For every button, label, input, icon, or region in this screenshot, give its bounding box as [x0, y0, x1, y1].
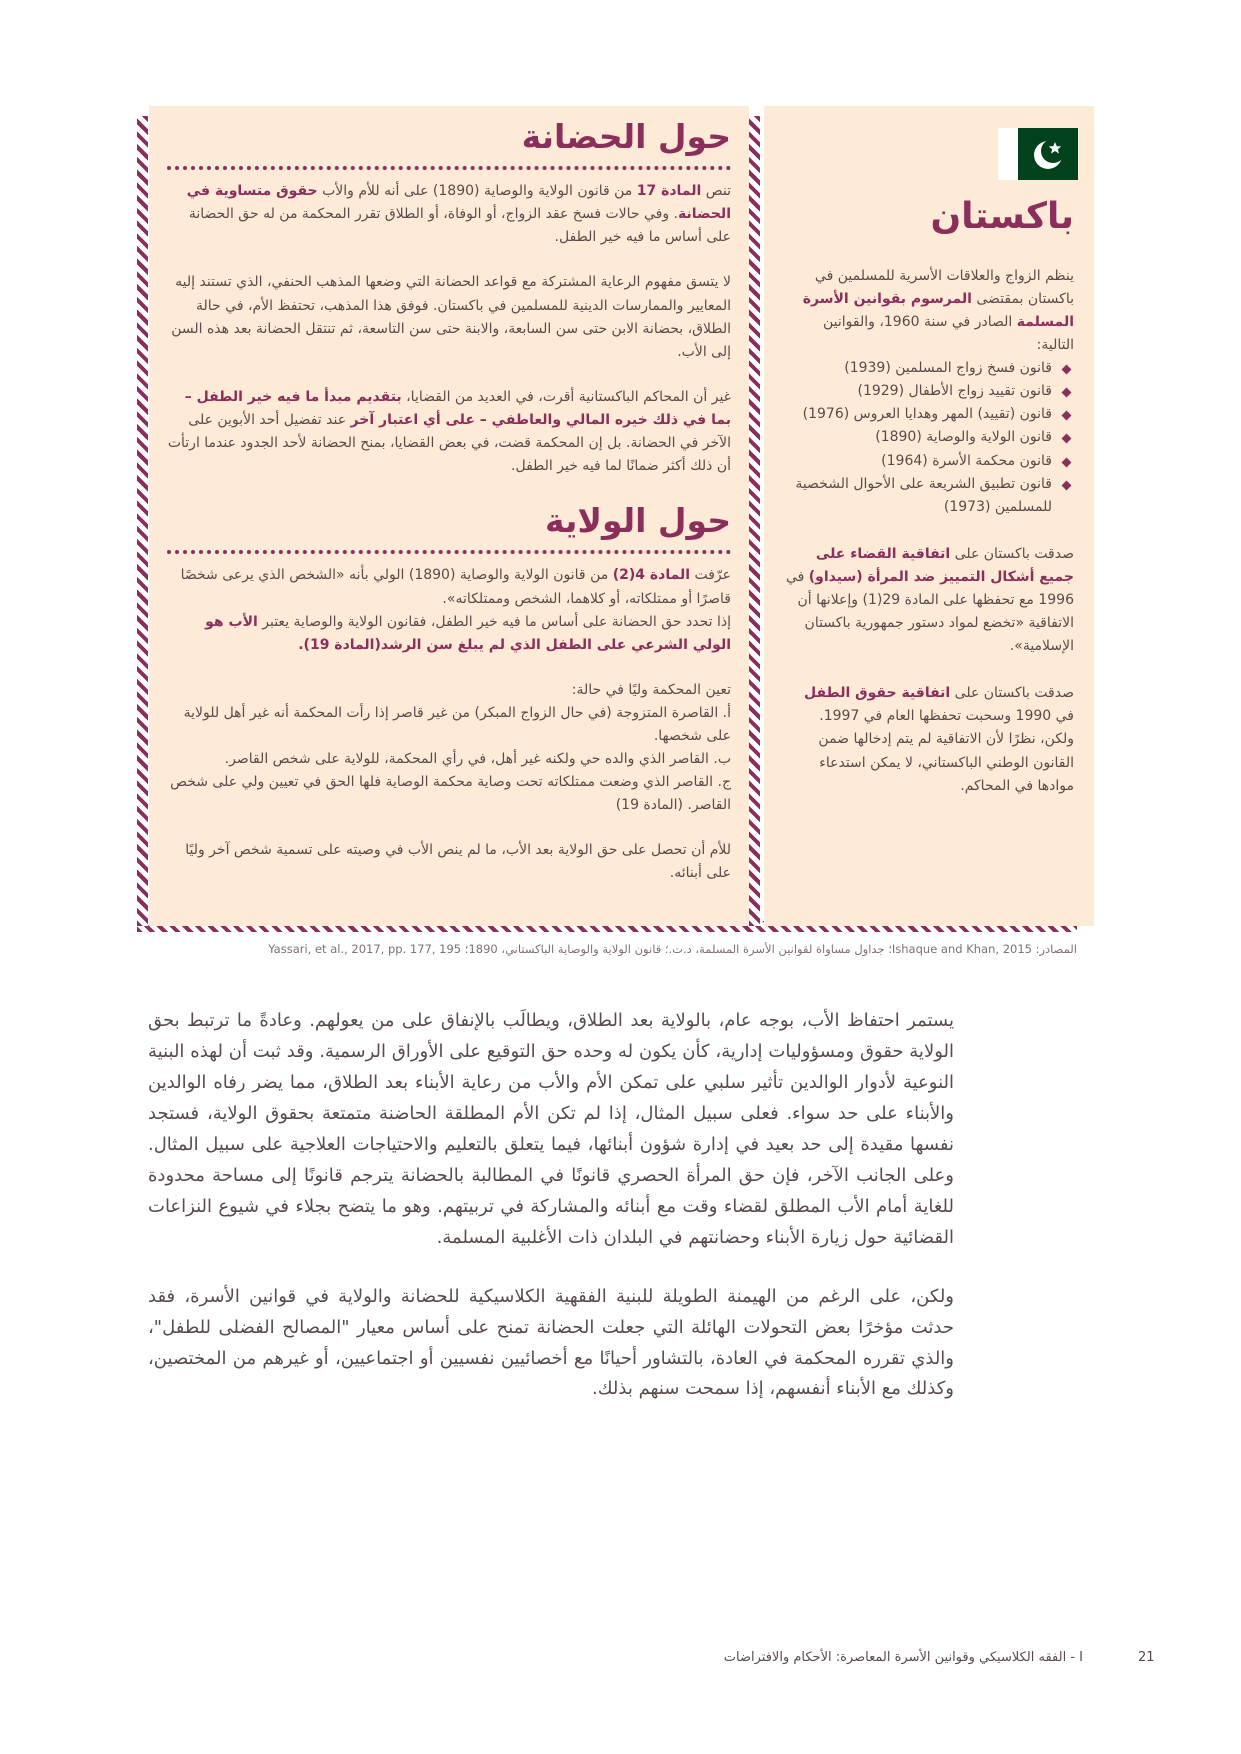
country-name: باكستان [930, 196, 1074, 237]
laws-list [784, 357, 1074, 519]
page-number: 21 [1138, 1650, 1155, 1665]
cedaw-paragraph: صدقت باكستان على اتفاقية القضاء على جميع أشكال التمييز ضد المرأة (سيداو) في 1996 مع تحفظها على المادة 29(1) وإعلانها أن الاتفاقية «تخضع لمواد دستور جمهورية باكستان الإسلامية». [785, 545, 1074, 655]
body-text [148, 1006, 954, 1405]
custody-heading: حول الحضانة [167, 114, 731, 170]
stripe-divider-middle [749, 116, 760, 926]
guardianship-paragraph: للأم أن تحصل على حق الولاية بعد الأب، ما لم ينص الأب في وصيته على تسمية شخص آخر وليًا على أبنائه. [185, 842, 731, 882]
list-item: قانون فسخ زواج المسلمين (1939) [784, 357, 1074, 380]
custody-paragraph: تنص المادة 17 من قانون الولاية والوصاية (1890) على أنه للأم والأب حقوق متساوية في الحضانة. وفي حالات فسخ عقد الزواج، أو الوفاة، أو الطلاق تقرر المحكمة من له حق الحضانة على أساس ما فيه خير الطفل. [186, 183, 731, 246]
list-item: قانون تقييد زواج الأطفال (1929) [784, 380, 1074, 403]
crc-paragraph: صدقت باكستان على اتفاقية حقوق الطفل في 1990 وسحبت تحفظها العام في 1997. ولكن، نظرًا لأن الاتفاقية لم يتم إدخالها ضمن القانون الوطني الباكستاني، لا يمكن استدعاء موادها في المحاكم. [803, 685, 1074, 794]
guardianship-paragraph: عرّفت المادة 4(2) من قانون الولاية والوصاية (1890) الولي بأنه «الشخص الذي يرعى شخصًا قاصرًا أو ممتلكاته، أو كلاهما، الشخص وممتلكاته». إذا تحدد حق الحضانة على أساس ما فيه خير الطفل، فقانون الولاية والوصاية يعتبر الأب هو الولي الشرعي على الطفل الذي لم يبلغ سن الرشد(المادة 19). [180, 567, 731, 653]
guardianship-paragraph: تعين المحكمة وليًا في حالة: أ. القاصرة المتزوجة (في حال الزواج المبكر) من غير قاصر إذا رأت المحكمة أنه غير أهل للولاية على شخصها. ب. القاصر الذي والده حي ولكنه غير أهل، في رأي المحكمة، للولاية على شخص القاصر. ج. القاصر الذي وضعت ممتلكاته تحت وصاية محكمة الوصاية فلها الحق في تعيين ولي على شخص القاصر. (المادة 19) [170, 681, 731, 814]
country-panel [764, 106, 1094, 926]
guardianship-heading: حول الولاية [167, 498, 731, 554]
country-intro: ينظم الزواج والعلاقات الأسرية للمسلمين في باكستان بمقتضى المرسوم بقوانين الأسرة المسلمة الصادر في سنة 1960، والقوانين التالية: [802, 267, 1074, 354]
info-box [137, 106, 1094, 932]
sources-note: المصادر: Ishaque and Khan, 2015؛ جداول مساواة لقوانين الأسرة المسلمة، د.ت.؛ قانون الولاية والوصاية الباكستاني، 1890؛ Yassari, et al., 2017, pp. 177, 195 [268, 942, 1077, 956]
custody-paragraph: غير أن المحاكم الباكستانية أقرت، في العديد من القضايا، بتقديم مبدأ ما فيه خير الطفل – بما في ذلك خيره المالي والعاطفي – على أي اعتبار آخر عند تفضيل أحد الأبوين على الآخر في الحضانة. بل إن المحكمة قضت، في بعض القضايا، بمنح الحضانة لأحد الجدود عندما ارتأت أن ذلك أكثر ضمانًا لما فيه خير الطفل. [167, 388, 731, 475]
pakistan-flag-icon [998, 128, 1078, 180]
running-title: I - الفقه الكلاسيكي وقوانين الأسرة المعاصرة: الأحكام والافتراضات [723, 1650, 1083, 1665]
list-item: قانون (تقييد) المهر وهدايا العروس (1976) [784, 403, 1074, 426]
content-panel [149, 106, 749, 926]
custody-paragraph: لا يتسق مفهوم الرعاية المشتركة مع قواعد الحضانة التي وضعها المذهب الحنفي، الذي تستند إليه المعايير والممارسات الدينية للمسلمين في باكستان. فوفق هذا المذهب، تحتفظ الأم، في حالة الطلاق، بحضانة الابن حتى سن السابعة، والابنة حتى سن التاسعة، ثم تنتقل الحضانة بعد هذه السن إلى الأب. [171, 274, 731, 360]
body-paragraph: يستمر احتفاظ الأب، بوجه عام، بالولاية بعد الطلاق، ويطالَب بالإنفاق على من يعولهم. وعادةً ما ترتبط بحق الولاية حقوق ومسؤوليات إدارية، كأن يكون له وحده حق التوقيع على الأوراق الرسمية. وقد ثبت أن لهذه البنية النوعية لأدوار الوالدين تأثير سلبي على تمكن الأم والأب من رعاية الأبناء بعد الطلاق، مما يضر رفاه الوالدين والأبناء على حد سواء. فعلى سبيل المثال، إذا لم تكن الأم المطلقة الحاضنة متمتعة بحقوق الولاية، فستجد نفسها مقيدة إلى حد بعيد في إدارة شؤون أبنائها، فيما يتعلق بالتعليم والاحتياجات العلاجية على سبيل المثال. وعلى الجانب الآخر، فإن حق المرأة الحصري قانونًا في المطالبة بالحضانة يترجم قانونًا إلى مساحة محدودة للغاية أمام الأب المطلق لقضاء وقت مع أبنائه والمشاركة في تربيتهم. وهو ما يتضح بجلاء في شيوع النزاعات القضائية حول زيارة الأبناء وحضانتهم في البلدان ذات الأغلبية المسلمة. [148, 1010, 954, 1248]
page-footer [0, 1650, 1241, 1670]
stripe-divider-left [137, 116, 148, 926]
list-item: قانون محكمة الأسرة (1964) [784, 450, 1074, 473]
list-item: قانون الولاية والوصاية (1890) [784, 426, 1074, 449]
body-paragraph: ولكن، على الرغم من الهيمنة الطويلة للبنية الفقهية الكلاسيكية للحضانة والولاية في قوانين الأسرة، فقد حدثت مؤخرًا بعض التحولات الهائلة التي جعلت الحضانة تمنح على أساس معيار "المصالح الفضلى للطفل"، والذي تقرره المحكمة في العادة، بالتشاور أحيانًا مع أخصائيين نفسيين أو اجتماعيين، أو غيرهم من المختصين، وكذلك مع الأبناء أنفسهم، إذا سمحت سنهم بذلك. [148, 1285, 954, 1400]
list-item: قانون تطبيق الشريعة على الأحوال الشخصية للمسلمين (1973) [784, 473, 1074, 519]
